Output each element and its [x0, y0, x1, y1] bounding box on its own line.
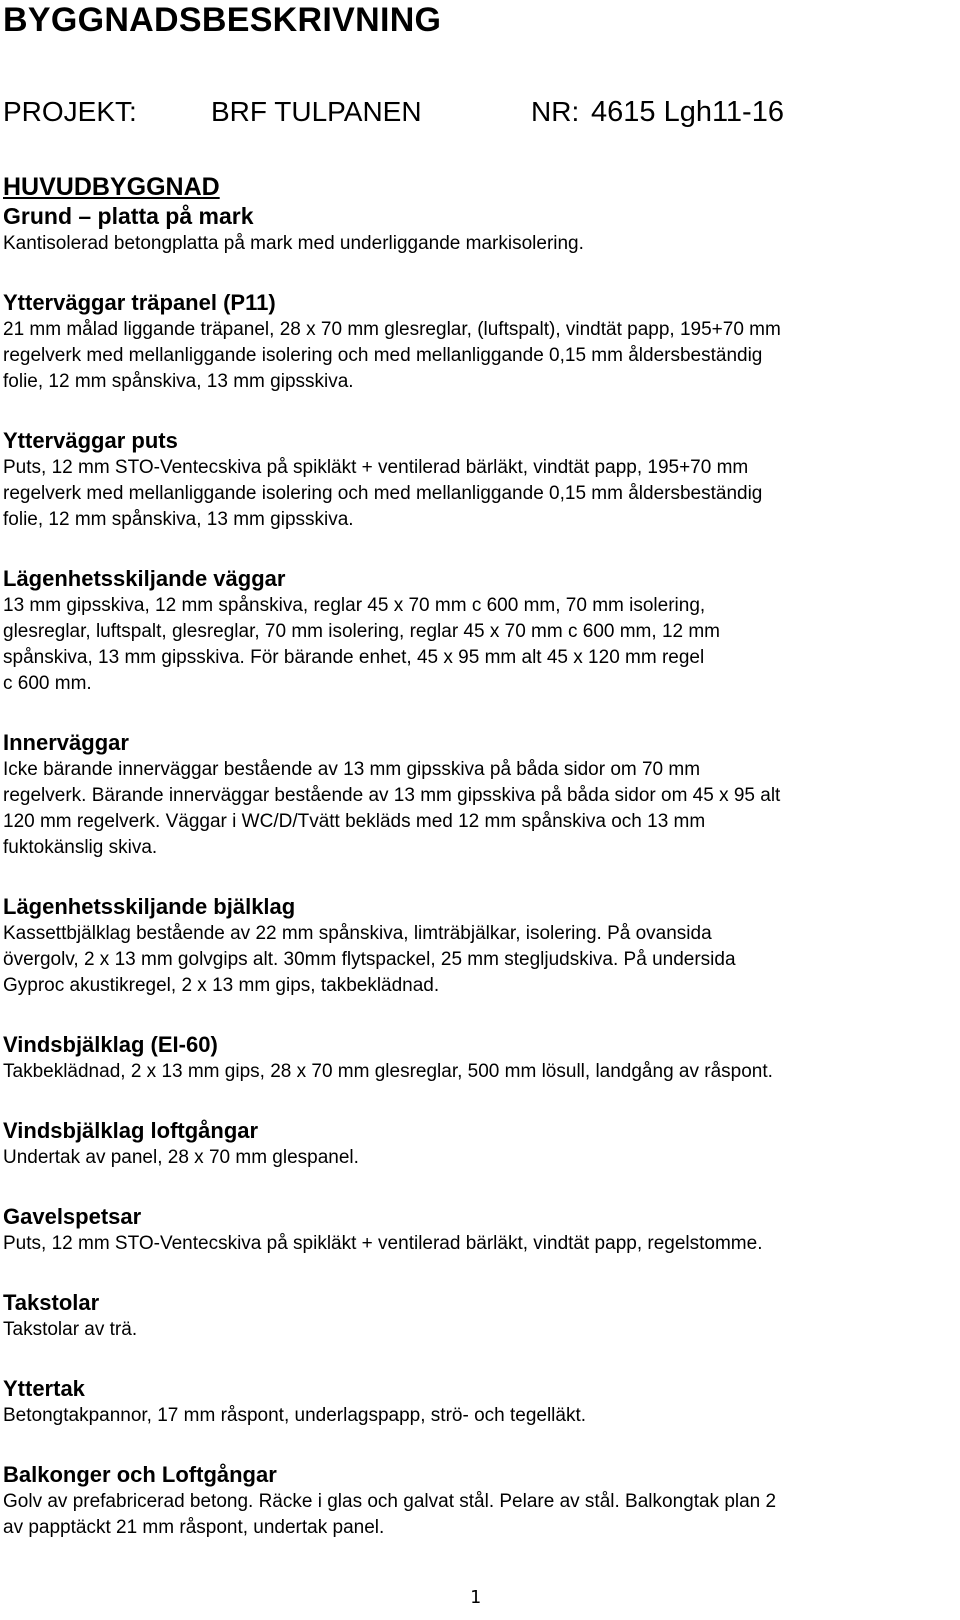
section-title: Ytterväggar puts — [3, 428, 178, 453]
section-vindsbjalklag-loftgangar — [3, 1116, 953, 1171]
section-body-line: Takstolar av trä. — [3, 1319, 138, 1340]
section-title: Innerväggar — [3, 730, 129, 755]
section-body-line: Betongtakpannor, 17 mm råspont, underlagspapp, strö- och tegelläkt. — [3, 1405, 587, 1426]
section-title: Lägenhetsskiljande bjälklag — [3, 894, 296, 919]
document-title: BYGGNADSBESKRIVNING — [3, 1, 442, 39]
section-title: Gavelspetsar — [3, 1204, 142, 1229]
section-title: Vindsbjälklag loftgångar — [3, 1118, 259, 1143]
project-label: PROJEKT: — [3, 96, 137, 127]
section-body-line: Takbeklädnad, 2 x 13 mm gips, 28 x 70 mm glesreglar, 500 mm lösull, landgång av råspont. — [3, 1061, 773, 1082]
section-body-line: Golv av prefabricerad betong. Räcke i glas och galvat stål. Pelare av stål. Balkongtak plan 2 — [3, 1491, 777, 1512]
section-title: Grund – platta på mark — [3, 203, 254, 229]
section-body-line: folie, 12 mm spånskiva, 13 mm gipsskiva. — [3, 371, 354, 392]
section-body-line: Kassettbjälklag bestående av 22 mm spånskiva, limträbjälkar, isolering. På ovansida — [3, 923, 712, 944]
main-heading: HUVUDBYGGNAD — [3, 173, 220, 201]
section-body-line: 21 mm målad liggande träpanel, 28 x 70 mm glesreglar, (luftspalt), vindtät papp, 195+70 mm — [3, 319, 781, 340]
project-number-value: 4615 Lgh11-16 — [591, 96, 784, 128]
section-body-line: glesreglar, luftspalt, glesreglar, 70 mm isolering, reglar 45 x 70 mm c 600 mm, 12 mm — [3, 621, 721, 642]
document-page — [3, 0, 953, 1541]
section-body-line: folie, 12 mm spånskiva, 13 mm gipsskiva. — [3, 509, 354, 530]
section-takstolar — [3, 1288, 953, 1343]
section-body-line: regelverk med mellanliggande isolering och med mellanliggande 0,15 mm åldersbeständig — [3, 345, 763, 366]
section-title: Vindsbjälklag (EI-60) — [3, 1032, 218, 1057]
section-body-line: Kantisolerad betongplatta på mark med underliggande markisolering. — [3, 233, 584, 254]
section-body-line: regelverk. Bärande innerväggar bestående av 13 mm gipsskiva på båda sidor om 45 x 95 alt — [3, 785, 781, 806]
project-header — [3, 92, 953, 132]
section-title: Takstolar — [3, 1290, 100, 1315]
section-body-line: fuktokänslig skiva. — [3, 837, 158, 858]
section-title: Yttertak — [3, 1376, 85, 1401]
section-grund — [3, 202, 953, 257]
section-lagenhetsskiljande-bjalklag — [3, 892, 953, 999]
section-ytterväggar-puts — [3, 426, 953, 533]
section-title: Balkonger och Loftgångar — [3, 1462, 277, 1487]
project-number-label: NR: — [531, 96, 580, 127]
section-body-line: av papptäckt 21 mm råspont, undertak panel. — [3, 1517, 385, 1538]
section-title: Lägenhetsskiljande väggar — [3, 566, 286, 591]
section-balkonger-loftgangar — [3, 1460, 953, 1541]
section-body-line: 120 mm regelverk. Väggar i WC/D/Tvätt bekläds med 12 mm spånskiva och 13 mm — [3, 811, 706, 832]
section-body-line: Puts, 12 mm STO-Ventecskiva på spikläkt + ventilerad bärläkt, vindtät papp, regelstomme. — [3, 1233, 763, 1254]
section-body-line: c 600 mm. — [3, 673, 92, 694]
section-body-line: regelverk med mellanliggande isolering och med mellanliggande 0,15 mm åldersbeständig — [3, 483, 763, 504]
section-body-line: Gyproc akustikregel, 2 x 13 mm gips, takbeklädnad. — [3, 975, 440, 996]
section-ytterväggar-trapanel — [3, 288, 953, 395]
section-body-line: Puts, 12 mm STO-Ventecskiva på spikläkt + ventilerad bärläkt, vindtät papp, 195+70 mm — [3, 457, 749, 478]
page-number: 1 — [470, 1587, 481, 1608]
project-name: BRF TULPANEN — [211, 96, 422, 127]
section-body-line: Undertak av panel, 28 x 70 mm glespanel. — [3, 1147, 359, 1168]
section-body-line: spånskiva, 13 mm gipsskiva. För bärande enhet, 45 x 95 mm alt 45 x 120 mm regel — [3, 647, 705, 668]
section-gavelspetsar — [3, 1202, 953, 1257]
section-innervaggar — [3, 728, 953, 861]
section-body-line: övergolv, 2 x 13 mm golvgips alt. 30mm flytspackel, 25 mm stegljudskiva. På undersida — [3, 949, 736, 970]
section-title: Ytterväggar träpanel (P11) — [3, 290, 276, 315]
section-body-line: 13 mm gipsskiva, 12 mm spånskiva, reglar 45 x 70 mm c 600 mm, 70 mm isolering, — [3, 595, 706, 616]
section-body-line: Icke bärande innerväggar bestående av 13 mm gipsskiva på båda sidor om 70 mm — [3, 759, 701, 780]
section-vindsbjalklag — [3, 1030, 953, 1085]
section-lagenhetsskiljande-vaggar — [3, 564, 953, 697]
section-yttertak — [3, 1374, 953, 1429]
